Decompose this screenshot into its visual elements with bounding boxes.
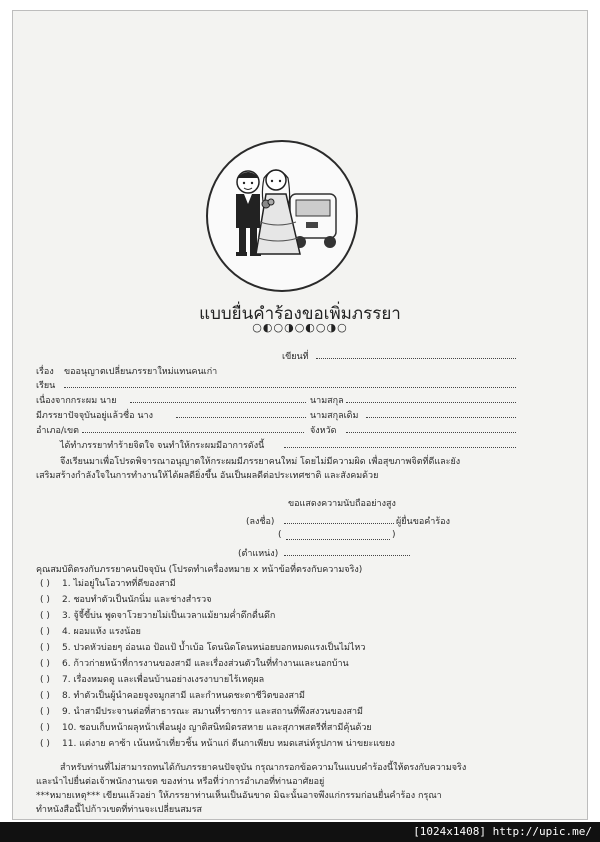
to-field[interactable] xyxy=(64,387,516,388)
checkbox[interactable]: ( ) xyxy=(40,579,50,589)
request-line-1: จึงเรียนมาเพื่อโปรดพิจารณาอนุญาตให้กระผมมีภรรยาคนใหม่ โดยไม่มีความผิด เพื่อสุขภาพจิตที่ดีและยัง xyxy=(60,457,461,467)
checklist-item[interactable]: ( ) 1. ไม่อยู่ในโอวาทที่ดีของสามี xyxy=(40,579,176,589)
checkbox[interactable]: ( ) xyxy=(40,739,50,749)
to-label: เรียน xyxy=(36,381,56,391)
checklist-item[interactable]: ( ) 4. ผอมแห้ง แรงน้อย xyxy=(40,627,141,637)
checkbox[interactable]: ( ) xyxy=(40,707,50,717)
applicant-label: ผู้ยื่นขอคำร้อง xyxy=(396,517,450,527)
province-field[interactable] xyxy=(346,432,516,433)
instruction-note-2: และนำไปยื่นต่อเจ้าพนักงานเขต ของท่าน หรือที่ว่าการอำเภอที่ท่านอาศัยอยู่ xyxy=(36,777,325,787)
subject-label: เรื่อง xyxy=(36,367,54,377)
written-at-field[interactable] xyxy=(316,358,516,359)
title-ornament: ○◐○◑○◐○◑○ xyxy=(252,321,348,334)
checkbox[interactable]: ( ) xyxy=(40,595,50,605)
checkbox[interactable]: ( ) xyxy=(40,611,50,621)
husband-surname-field[interactable] xyxy=(346,402,516,403)
signature-field[interactable] xyxy=(284,523,394,524)
checkbox[interactable]: ( ) xyxy=(40,659,50,669)
current-wife-label: มีภรรยาปัจจุบันอยู่แล้วชื่อ นาง xyxy=(36,411,154,421)
reason-field[interactable] xyxy=(284,447,516,448)
district-label: อำเภอ/เขต xyxy=(36,426,79,436)
printed-name-field[interactable] xyxy=(286,539,390,540)
checklist-item[interactable]: ( ) 11. แต่งาย คาซ้า เน้นหน้าเที่ยวชิ้น หน้าแก่ ตีนกาเพียบ หมดเสน่ห์รูปภาพ น่าขยะแขยง xyxy=(40,739,395,749)
subject-text: ขออนุญาตเปลี่ยนภรรยาใหม่แทนคนเก่า xyxy=(64,367,218,377)
watermark-text: [1024x1408] http://upic.me/ xyxy=(413,825,592,838)
surname-label: นามสกุล xyxy=(310,396,344,406)
couple-cartoon-illustration xyxy=(208,142,356,290)
wife-name-field[interactable] xyxy=(176,417,306,418)
image-watermark-bar xyxy=(0,822,600,842)
instruction-note-1: สำหรับท่านที่ไม่สามารถทนได้กับภรรยาคนปัจจุบัน กรุณากรอกข้อความในแบบคำร้องนี้ให้ตรงกับความจริง xyxy=(60,763,467,773)
checkbox[interactable]: ( ) xyxy=(40,723,50,733)
checkbox[interactable]: ( ) xyxy=(40,643,50,653)
name-paren-close: ) xyxy=(392,530,396,540)
maiden-name-field[interactable] xyxy=(366,417,516,418)
written-at-label: เขียนที่ xyxy=(282,352,309,362)
checklist-item[interactable]: ( ) 10. ชอบเก็บหน้าผลุหน้าเพื่อนฝูง ญาติสนิทมิตรสหาย และสุภาพสตรีที่สามีคุ้นด้วย xyxy=(40,723,372,733)
warning-note-2: ทำหนังสือนี้ไปก้าวเขตที่ท่านจะเปลี่ยนสมรส xyxy=(36,805,203,815)
district-field[interactable] xyxy=(82,432,304,433)
checkbox[interactable]: ( ) xyxy=(40,675,50,685)
form-title: แบบยื่นคำร้องขอเพิ่มภรรยา xyxy=(199,304,401,324)
request-line-2: เสริมสร้างกำลังใจในการทำงานให้ได้ผลดียิ่งขึ้น อันเป็นผลดีต่อประเทศชาติ และสังคมด้วย xyxy=(36,471,379,481)
husband-name-field[interactable] xyxy=(130,402,306,403)
position-field[interactable] xyxy=(284,555,410,556)
reason-line: ได้ทำภรรยาทำร้ายจิตใจ จนทำให้กระผมมีอาการดังนี้ xyxy=(60,441,265,451)
checklist-intro: คุณสมบัติตรงกับภรรยาคนปัจจุบัน (โปรดทำเครื่องหมาย x หน้าข้อที่ตรงกับความจริง) xyxy=(36,565,363,575)
checkbox[interactable]: ( ) xyxy=(40,627,50,637)
respect-closing: ขอแสดงความนับถืออย่างสูง xyxy=(288,499,396,509)
checklist-item[interactable]: ( ) 6. ก้าวก่ายหน้าที่การงานของสามี และเรื่องส่วนตัวในที่ทำงานและนอกบ้าน xyxy=(40,659,349,669)
warning-note-1: ***หมายเหตุ*** เขียนแล้วอย่า ให้ภรรยาท่านเห็นเป็นอันขาด มิฉะนั้นอาจพึงแก่กรรมก่อนยื่นคำร้อง กรุณา xyxy=(36,791,442,801)
checklist-item[interactable]: ( ) 5. ปวดหัวบ่อยๆ อ่อนเอ ป้อแป้ บ้ำเบ้อ โดนนิดโดนหน่อยบอกหมดแรงเป็นไม่ไหว xyxy=(40,643,366,653)
from-label: เนื่องจากกระผม นาย xyxy=(36,396,117,406)
checklist-item[interactable]: ( ) 8. ทำตัวเป็นผู้นำคอยจูงจมูกสามี และกำหนดชะตาชีวิตของสามี xyxy=(40,691,305,701)
checklist-item[interactable]: ( ) 2. ชอบทำตัวเป็นนักนิ่ม และช่างสำรวจ xyxy=(40,595,212,605)
sign-label: (ลงชื่อ) xyxy=(246,517,275,527)
maiden-name-label: นามสกุลเดิม xyxy=(310,411,359,421)
position-label: (ตำแหน่ง) xyxy=(238,549,279,559)
checklist-item[interactable]: ( ) 3. จู้จี้ขี้บ่น พูดจาโวยวายไม่เป็นเวลาแม้ยามค่ำดึกดื่นดึก xyxy=(40,611,276,621)
couple-cartoon-seal xyxy=(206,140,358,292)
province-label: จังหวัด xyxy=(310,426,337,436)
checkbox[interactable]: ( ) xyxy=(40,691,50,701)
name-paren-open: ( xyxy=(278,530,282,540)
checklist-item[interactable]: ( ) 7. เรื่องหมดตู และเพื่อนบ้านอย่างเงรงาบายไร้เหตุผล xyxy=(40,675,265,685)
checklist-item[interactable]: ( ) 9. นำสามีประจานต่อที่สาธารณะ สมานที่ราชการ และสถานที่พึงสงวนของสามี xyxy=(40,707,363,717)
